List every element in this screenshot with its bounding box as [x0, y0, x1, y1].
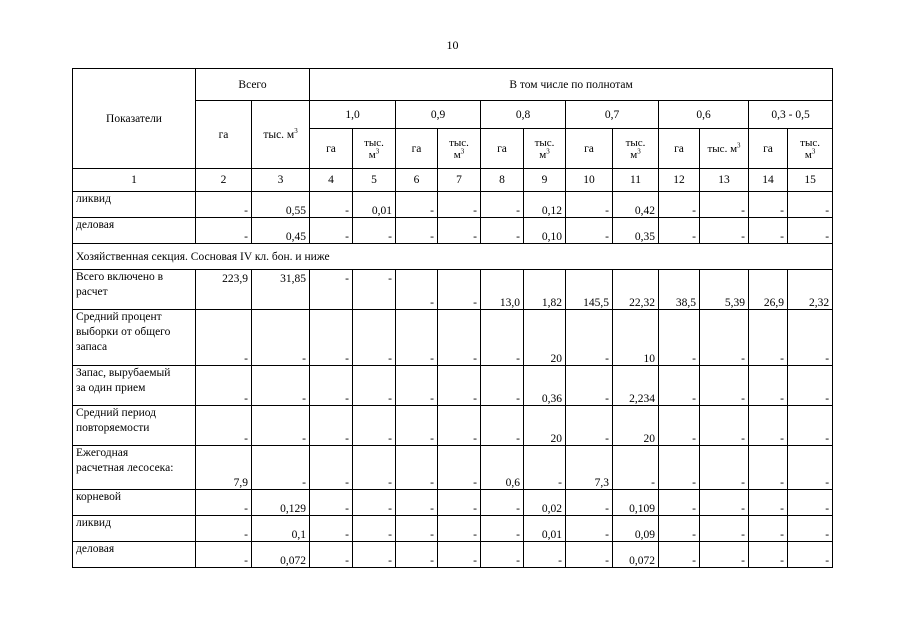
table-cell: -: [310, 192, 353, 218]
column-number: 9: [524, 169, 566, 192]
column-number: 6: [396, 169, 438, 192]
table-cell: -: [252, 406, 310, 446]
table-cell: 0,02: [524, 490, 566, 516]
header-density-5: 0,6: [659, 101, 749, 129]
row-label-line: корневой: [76, 491, 122, 503]
table-row: [73, 516, 833, 542]
table-cell: 0,6: [481, 446, 524, 490]
header-by-density: В том числе по полнотам: [310, 69, 833, 101]
table-row: [73, 366, 833, 406]
unit-ha: га: [310, 129, 353, 169]
table-cell: -: [438, 366, 481, 406]
column-number-row: [73, 169, 833, 192]
table-cell: -: [196, 192, 252, 218]
row-label-line: Средний процент: [76, 311, 162, 323]
forest-data-table: [72, 68, 833, 568]
table-cell: -: [310, 366, 353, 406]
table-cell: -: [438, 192, 481, 218]
table-cell: -: [310, 310, 353, 366]
table-cell: 2,32: [788, 270, 833, 310]
table-cell: -: [749, 310, 788, 366]
table-row: [73, 542, 833, 568]
header-density-6: 0,3 - 0,5: [749, 101, 833, 129]
header-density-1: 1,0: [310, 101, 396, 129]
table-cell: -: [310, 218, 353, 244]
unit-thous-m3: тыс. $м^3$: [788, 129, 833, 169]
table-cell: 22,32: [613, 270, 659, 310]
table-cell: -: [788, 366, 833, 406]
table-row: [73, 218, 833, 244]
table-cell: -: [396, 446, 438, 490]
table-cell: 13,0: [481, 270, 524, 310]
header-total-thous-m3: тыс. $м^3$: [252, 101, 310, 169]
table-cell: 223,9: [196, 270, 252, 310]
table-cell: -: [659, 446, 700, 490]
table-cell: -: [396, 192, 438, 218]
unit-ha: га: [659, 129, 700, 169]
table-cell: 7,3: [566, 446, 613, 490]
table-cell: -: [310, 490, 353, 516]
table-cell: -: [353, 490, 396, 516]
column-number: 10: [566, 169, 613, 192]
table-cell: 5,39: [700, 270, 749, 310]
row-label-line: запаса: [76, 341, 108, 353]
table-cell: -: [196, 516, 252, 542]
table-cell: 0,109: [613, 490, 659, 516]
table-cell: -: [700, 446, 749, 490]
column-number: 13: [700, 169, 749, 192]
table-cell: 1,82: [524, 270, 566, 310]
column-number: 8: [481, 169, 524, 192]
row-label: [73, 446, 196, 490]
table-cell: -: [788, 490, 833, 516]
table-cell: 145,5: [566, 270, 613, 310]
table-cell: -: [700, 490, 749, 516]
table-cell: -: [659, 218, 700, 244]
table-cell: 2,234: [613, 366, 659, 406]
table-row: [73, 406, 833, 446]
table-cell: -: [788, 516, 833, 542]
column-number: 7: [438, 169, 481, 192]
header-indicators: Показатели: [73, 69, 196, 169]
unit-thous-m3: тыс. $м^3$: [613, 129, 659, 169]
table-cell: -: [310, 270, 353, 310]
table-cell: -: [396, 516, 438, 542]
row-label-line: выборки от общего: [76, 326, 171, 338]
table-cell: 0,42: [613, 192, 659, 218]
table-cell: -: [566, 516, 613, 542]
table-cell: -: [659, 516, 700, 542]
unit-ha: га: [481, 129, 524, 169]
section-title: Хозяйственная секция. Сосновая IV кл. бон. и ниже: [73, 244, 833, 270]
table-cell: -: [659, 310, 700, 366]
table-cell: -: [353, 270, 396, 310]
table-cell: -: [613, 446, 659, 490]
table-cell: -: [438, 310, 481, 366]
table-cell: -: [566, 542, 613, 568]
header-total: Всего: [196, 69, 310, 101]
table-cell: -: [659, 406, 700, 446]
table-cell: -: [196, 542, 252, 568]
table-cell: -: [196, 406, 252, 446]
table-cell: -: [438, 270, 481, 310]
table-cell: 0,129: [252, 490, 310, 516]
column-number: 12: [659, 169, 700, 192]
table-cell: -: [396, 490, 438, 516]
table-cell: -: [396, 310, 438, 366]
table-cell: -: [749, 446, 788, 490]
table-cell: -: [196, 490, 252, 516]
table-cell: -: [310, 406, 353, 446]
table-cell: 20: [524, 406, 566, 446]
table-cell: -: [353, 218, 396, 244]
table-cell: -: [659, 192, 700, 218]
table-cell: 0,55: [252, 192, 310, 218]
table-cell: -: [749, 366, 788, 406]
table-cell: 20: [613, 406, 659, 446]
table-cell: -: [659, 542, 700, 568]
row-label-line: повторяемости: [76, 422, 150, 434]
table-cell: 10: [613, 310, 659, 366]
row-label: [73, 490, 196, 516]
table-cell: -: [481, 406, 524, 446]
column-number: 1: [73, 169, 196, 192]
table-cell: -: [788, 310, 833, 366]
table-cell: -: [481, 542, 524, 568]
table-cell: -: [788, 192, 833, 218]
page-number: 10: [446, 38, 459, 52]
table-cell: -: [700, 366, 749, 406]
table-cell: -: [700, 542, 749, 568]
table-cell: 0,072: [252, 542, 310, 568]
table-cell: -: [438, 406, 481, 446]
table-cell: -: [310, 542, 353, 568]
header-density-3: 0,8: [481, 101, 566, 129]
unit-ha: га: [396, 129, 438, 169]
row-label: [73, 310, 196, 366]
table-cell: -: [396, 218, 438, 244]
table-cell: -: [749, 542, 788, 568]
table-cell: 0,01: [353, 192, 396, 218]
table-cell: -: [749, 192, 788, 218]
table-cell: -: [481, 192, 524, 218]
unit-thous-m3: тыс. $м^3$: [353, 129, 396, 169]
table-cell: -: [196, 310, 252, 366]
row-label-line: деловая: [76, 219, 115, 231]
table-cell: -: [252, 310, 310, 366]
table-cell: -: [524, 446, 566, 490]
table-cell: -: [396, 542, 438, 568]
table-cell: -: [566, 218, 613, 244]
table-cell: 31,85: [252, 270, 310, 310]
row-label: [73, 218, 196, 244]
table-cell: -: [353, 542, 396, 568]
table-cell: -: [524, 542, 566, 568]
table-cell: -: [252, 366, 310, 406]
table-cell: -: [788, 446, 833, 490]
table-cell: -: [700, 406, 749, 446]
table-cell: 0,12: [524, 192, 566, 218]
table-cell: -: [353, 366, 396, 406]
row-label-line: ликвид: [76, 517, 111, 529]
row-label-line: ликвид: [76, 193, 111, 205]
row-label: [73, 270, 196, 310]
table-row: [73, 446, 833, 490]
table-cell: -: [353, 310, 396, 366]
table-body-bottom: [73, 270, 833, 568]
table-cell: 0,09: [613, 516, 659, 542]
table-cell: -: [481, 516, 524, 542]
table-cell: -: [396, 406, 438, 446]
table-cell: -: [481, 366, 524, 406]
table-cell: -: [749, 516, 788, 542]
column-number: 4: [310, 169, 353, 192]
table-cell: -: [788, 542, 833, 568]
table-cell: 0,10: [524, 218, 566, 244]
row-label: [73, 406, 196, 446]
table-cell: -: [788, 406, 833, 446]
column-number: 15: [788, 169, 833, 192]
column-number: 2: [196, 169, 252, 192]
row-label-line: Всего включено в: [76, 271, 164, 283]
unit-thous-m3: тыс. $м^3$: [438, 129, 481, 169]
table-cell: 26,9: [749, 270, 788, 310]
row-label: [73, 366, 196, 406]
table-cell: -: [438, 218, 481, 244]
row-label-line: расчет: [76, 286, 108, 298]
row-label: [73, 542, 196, 568]
table-cell: 0,01: [524, 516, 566, 542]
row-label-line: расчетная лесосека:: [76, 462, 174, 474]
table-cell: -: [438, 446, 481, 490]
header-density-2: 0,9: [396, 101, 481, 129]
row-label-line: деловая: [76, 543, 115, 555]
table-cell: -: [749, 218, 788, 244]
table-cell: -: [481, 310, 524, 366]
table-cell: -: [749, 490, 788, 516]
table-cell: -: [566, 406, 613, 446]
table-cell: -: [196, 218, 252, 244]
column-number: 11: [613, 169, 659, 192]
table-cell: -: [700, 516, 749, 542]
row-label-line: Ежегодная: [76, 447, 129, 459]
table-cell: -: [788, 218, 833, 244]
table-cell: -: [396, 366, 438, 406]
table-cell: -: [659, 490, 700, 516]
table-cell: -: [196, 366, 252, 406]
table-cell: -: [566, 490, 613, 516]
table-cell: 0,45: [252, 218, 310, 244]
unit-thous-m3: тыс. $м^3$: [700, 129, 749, 169]
column-number: 5: [353, 169, 396, 192]
table-cell: -: [310, 446, 353, 490]
table-cell: 0,35: [613, 218, 659, 244]
table-row: [73, 490, 833, 516]
row-label-line: за один прием: [76, 382, 146, 394]
row-label: [73, 516, 196, 542]
column-number: 14: [749, 169, 788, 192]
table-cell: -: [566, 192, 613, 218]
table-row: [73, 310, 833, 366]
table-cell: -: [438, 542, 481, 568]
table-cell: -: [700, 218, 749, 244]
table-cell: 38,5: [659, 270, 700, 310]
table-cell: -: [252, 446, 310, 490]
header-density-4: 0,7: [566, 101, 659, 129]
table-cell: -: [310, 516, 353, 542]
table-cell: -: [659, 366, 700, 406]
table-cell: -: [566, 310, 613, 366]
table-cell: -: [481, 490, 524, 516]
table-cell: 0,072: [613, 542, 659, 568]
column-number: 3: [252, 169, 310, 192]
table-row: [73, 192, 833, 218]
row-label-line: Средний период: [76, 407, 156, 419]
table-cell: -: [566, 366, 613, 406]
table-body-top: [73, 192, 833, 244]
table-cell: -: [353, 446, 396, 490]
table-cell: -: [749, 406, 788, 446]
table-cell: -: [396, 270, 438, 310]
table-cell: -: [438, 516, 481, 542]
table-cell: 0,36: [524, 366, 566, 406]
unit-thous-m3: тыс. $м^3$: [524, 129, 566, 169]
table-cell: 7,9: [196, 446, 252, 490]
table-cell: -: [700, 310, 749, 366]
table-cell: 20: [524, 310, 566, 366]
table-cell: -: [353, 406, 396, 446]
header-total-ha: га: [196, 101, 252, 169]
table-cell: -: [353, 516, 396, 542]
table-cell: -: [481, 218, 524, 244]
table-cell: -: [700, 192, 749, 218]
table-row: [73, 270, 833, 310]
table-cell: 0,1: [252, 516, 310, 542]
table-cell: -: [438, 490, 481, 516]
row-label: [73, 192, 196, 218]
row-label-line: Запас, вырубаемый: [76, 367, 171, 379]
unit-ha: га: [749, 129, 788, 169]
unit-ha: га: [566, 129, 613, 169]
